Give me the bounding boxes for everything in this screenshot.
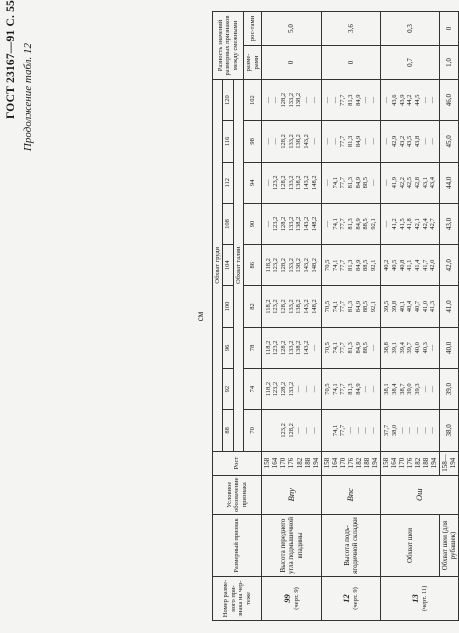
value-cell: — — 128,2 133,2 138,2 — — xyxy=(262,80,321,121)
value-cell: — — 128,2 133,2 138,2 143,2 — xyxy=(262,121,321,162)
table-continuation-label: Продолжение табл. 12 xyxy=(22,43,34,152)
size-table xyxy=(212,11,459,621)
waist-value: 70 xyxy=(244,410,262,451)
value-cell: 46,0 xyxy=(440,80,459,121)
feature-symbol: Bпу xyxy=(262,475,321,514)
table-row xyxy=(381,12,440,621)
value-cell: 118,2 123,2 128,2 133,2 138,2 143,2 148,2 xyxy=(262,286,321,327)
table-row xyxy=(262,12,321,621)
table-row xyxy=(321,12,380,621)
diff-growths-cell: 0 xyxy=(440,12,459,46)
table-row xyxy=(440,12,459,621)
growth-values: 158—194 xyxy=(440,451,459,475)
value-cell: 70,5 74,1 77,7 81,3 84,9 88,5 — xyxy=(321,327,380,368)
value-cell: 37,7 38,0 — — — — — xyxy=(381,410,440,451)
drawing-ref: (черт. 9) xyxy=(351,587,359,610)
standard-title: ГОСТ 23167—91 С. 55 xyxy=(5,0,17,119)
chest-value: 116 xyxy=(223,121,233,162)
diff-sizes-header: разме-рами xyxy=(244,46,262,80)
value-cell: 118,2 123,2 128,2 133,2 — — — xyxy=(262,368,321,409)
feature-symbol: Bпс xyxy=(321,475,380,514)
value-cell: 45,0 xyxy=(440,121,459,162)
waist-value: 90 xyxy=(244,203,262,244)
value-cell: 40,0 xyxy=(440,327,459,368)
row-number: 99 xyxy=(281,594,292,603)
unit-label: см xyxy=(195,311,205,322)
diff-sizes-cell: 0 xyxy=(321,46,380,80)
page-header xyxy=(5,0,33,633)
number-column-header: Номер разме-ного при-знака на чер-теже xyxy=(213,577,262,621)
diff-sizes-cell: 1,0 xyxy=(440,46,459,80)
value-cell: — 74,1 77,7 81,3 84,9 88,5 92,1 xyxy=(321,203,380,244)
value-cell: 70,5 74,1 77,7 81,3 84,9 88,5 92,1 xyxy=(321,286,380,327)
value-cell: — 43,6 43,9 44,2 44,5 — — xyxy=(381,80,440,121)
value-cell: 74,1 77,7 — — — — xyxy=(321,410,380,451)
value-cell: 70,5 74,1 77,7 81,3 84,9 88,5 92,1 xyxy=(321,245,380,286)
chest-value: 100 xyxy=(223,286,233,327)
value-cell: 38,1 38,4 38,7 39,0 39,3 — — xyxy=(381,368,440,409)
value-cell: 40,2 40,5 40,8 41,1 41,4 41,7 42,0 xyxy=(381,245,440,286)
waist-value: 78 xyxy=(244,327,262,368)
value-cell: 39,5 39,8 40,1 40,4 40,7 41,0 41,3 xyxy=(381,286,440,327)
value-cell: — 42,9 43,2 43,5 43,8 — — xyxy=(381,121,440,162)
waist-header: Обхват талии xyxy=(233,80,243,452)
value-cell: — 41,9 42,2 42,5 42,8 43,1 43,4 xyxy=(381,162,440,203)
chest-value: 96 xyxy=(223,327,233,368)
drawing-ref: (черт. 11) xyxy=(420,585,428,612)
growth-values: 158 164 170 176 182 188 194 xyxy=(262,451,321,475)
value-cell: — 41,2 41,5 41,8 42,1 42,4 42,7 xyxy=(381,203,440,244)
value-cell: 41,0 xyxy=(440,286,459,327)
feature-name: Высота переднего угла подмышечной впадины xyxy=(262,515,321,577)
diff-header: Разность значений размерных признаков между смежными xyxy=(213,12,244,80)
diff-sizes-cell: 0,7 xyxy=(381,46,440,80)
value-cell: — 123,2 128,2 133,2 138,2 143,2 148,2 xyxy=(262,203,321,244)
waist-value: 82 xyxy=(244,286,262,327)
row-number-cell xyxy=(381,577,459,621)
value-cell: — — 77,7 81,3 84,9 — — xyxy=(321,80,380,121)
symbol-column-header: Условное обозначение признака xyxy=(213,475,262,514)
value-cell: 44,0 xyxy=(440,162,459,203)
feature-name: Обхват шеи xyxy=(381,515,440,577)
name-column-header: Размерный признак xyxy=(213,515,262,577)
chest-value: 112 xyxy=(223,162,233,203)
value-cell: 123,2 128,2 — — — xyxy=(262,410,321,451)
growth-values: 158 164 170 176 182 188 194 xyxy=(321,451,380,475)
feature-name: Высота подъягодичной складки xyxy=(321,515,380,577)
waist-value: 98 xyxy=(244,121,262,162)
value-cell: 70,5 74,1 77,7 81,3 84,9 — — xyxy=(321,368,380,409)
row-number: 13 xyxy=(410,594,421,603)
growth-values: 158 164 170 176 182 188 194 xyxy=(381,451,440,475)
diff-growths-header: рос-тами xyxy=(244,12,262,46)
chest-value: 104 xyxy=(223,245,233,286)
value-cell: 39,0 xyxy=(440,368,459,409)
waist-value: 86 xyxy=(244,245,262,286)
value-cell: 38,0 xyxy=(440,410,459,451)
growth-column-header: Рост xyxy=(213,451,262,475)
waist-value: 94 xyxy=(244,162,262,203)
diff-growths-cell: 3,6 xyxy=(321,12,380,46)
diff-growths-cell: 0,3 xyxy=(381,12,440,46)
chest-value: 108 xyxy=(223,203,233,244)
diff-sizes-cell: 0 xyxy=(262,46,321,80)
chest-header: Обхват груди xyxy=(213,80,223,452)
chest-value: 120 xyxy=(223,80,233,121)
value-cell: — 74,1 77,7 81,3 84,9 88,5 — xyxy=(321,162,380,203)
feature-symbol: Ош xyxy=(381,475,459,514)
value-cell: 118,2 123,2 128,2 133,2 138,2 143,2 148,2 xyxy=(262,245,321,286)
drawing-ref: (черт. 9) xyxy=(292,587,300,610)
chest-value: 92 xyxy=(223,368,233,409)
chest-value: 88 xyxy=(223,410,233,451)
diff-growths-cell: 5,0 xyxy=(262,12,321,46)
feature-name: Обхват шеи (для рубашек) xyxy=(440,515,459,577)
row-number-cell xyxy=(262,577,321,621)
value-cell: 38,8 39,1 39,4 39,7 40,0 40,3 — xyxy=(381,327,440,368)
waist-value: 74 xyxy=(244,368,262,409)
value-cell: 43,0 xyxy=(440,203,459,244)
value-cell: 42,0 xyxy=(440,245,459,286)
value-cell: 118,2 123,2 128,2 133,2 138,2 143,2 — xyxy=(262,327,321,368)
row-number-cell xyxy=(321,577,380,621)
value-cell: — — 77,7 81,3 84,9 — — xyxy=(321,121,380,162)
row-number: 12 xyxy=(341,594,352,603)
value-cell: — 123,2 128,2 133,2 138,2 143,2 148,2 xyxy=(262,162,321,203)
waist-value: 102 xyxy=(244,80,262,121)
